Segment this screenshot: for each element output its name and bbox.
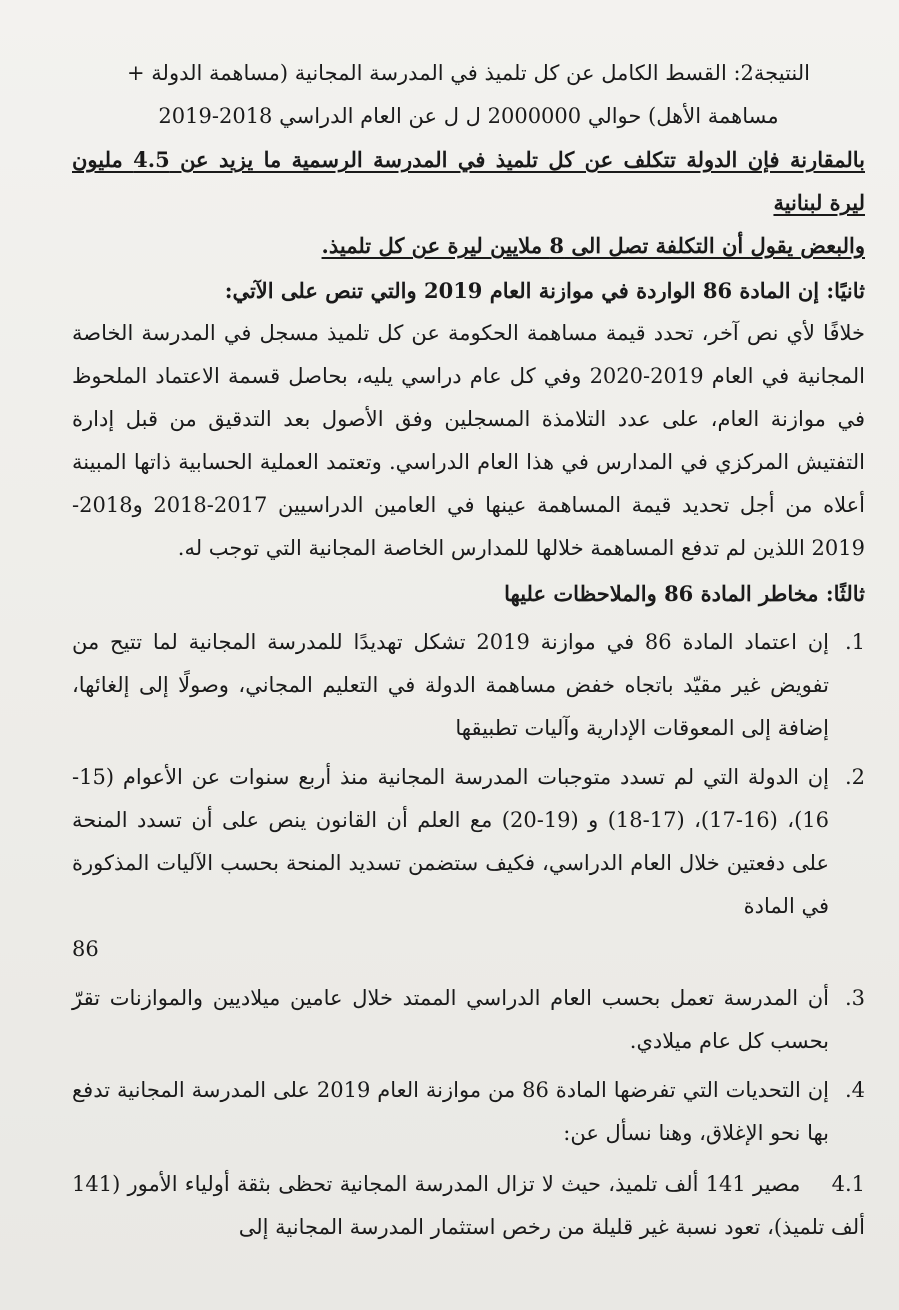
- list-item-text: إن التحديات التي تفرضها المادة 86 من موازنة العام 2019 على المدرسة المجانية تدفع بها نحو الإغلاق، وهنا نسأل عن:: [72, 1078, 829, 1145]
- risks-list: [72, 621, 865, 1155]
- list-item: [72, 1069, 865, 1155]
- sub-item-text: مصير 141 ألف تلميذ، حيث لا تزال المدرسة المجانية تحظى بثقة أولياء الأمور (141 ألف تلميذ)، تعود نسبة غير قليلة من رخص استثمار المدرسة المجانية إلى: [72, 1172, 865, 1239]
- section-three-heading: ثالثًا: مخاطر المادة 86 والملاحظات عليها: [504, 581, 865, 606]
- list-item-tail: 86: [72, 937, 99, 961]
- comparison-line-2: والبعض يقول أن التكلفة تصل الى 8 ملايين ليرة عن كل تلميذ.: [321, 233, 865, 258]
- list-item: [72, 621, 865, 750]
- list-item-number: 2.: [844, 765, 865, 789]
- list-item-text: إن اعتماد المادة 86 في موازنة 2019 تشكل تهديدًا للمدرسة المجانية لما تتيح من تفويض غير مقيّد باتجاه خفض مساهمة الدولة في التعليم المجاني، وصولًا إلى إلغائها، إضافة إلى المعوقات الإدارية وآليات تطبيقها: [72, 630, 829, 740]
- list-item: [72, 756, 865, 971]
- result-line-1: النتيجة2: القسط الكامل عن كل تلميذ في المدرسة المجانية (مساهمة الدولة +: [127, 61, 810, 85]
- list-item-number: 4.: [844, 1078, 865, 1102]
- comparison-line-1: بالمقارنة فإن الدولة تتكلف عن كل تلميذ في المدرسة الرسمية ما يزيد عن 4.5 مليون ليرة لبنانية: [72, 147, 865, 215]
- sub-item: [72, 1163, 865, 1249]
- section-two-body: خلافًا لأي نص آخر، تحدد قيمة مساهمة الحكومة عن كل تلميذ مسجل في المدرسة الخاصة المجانية في العام 2019-2020 وفي كل عام دراسي يليه، بحاصل قسمة الاعتماد الملحوظ في موازنة العام، على عدد التلامذة المسجلين وفق الأصول بعد التدقيق من قبل إدارة التفتيش المركزي في المدارس في هذا العام الدراسي. وتعتمد العملية الحسابية ذاتها المبينة أعلاه من أجل تحديد قيمة المساهمة عينها في العامين الدراسيين 2017-2018 و2018-2019 اللذين لم تدفع المساهمة خلالها للمدارس الخاصة المجانية التي توجب له.: [72, 321, 865, 560]
- list-item-text: إن الدولة التي لم تسدد متوجبات المدرسة المجانية منذ أربع سنوات عن الأعوام (15-16)، (16-17)، (17-18) و (19-20) مع العلم أن القانون ينص على أن تسدد المنحة على دفعتين خلال العام الدراسي، فكيف ستضمن تسديد المنحة بحسب الآليات المذكورة في المادة: [72, 765, 829, 918]
- sub-item-number: 4.1: [831, 1172, 865, 1196]
- list-item-number: 1.: [844, 630, 865, 654]
- list-item-number: 3.: [844, 986, 865, 1010]
- list-item: [72, 977, 865, 1063]
- list-item-text: أن المدرسة تعمل بحسب العام الدراسي الممتد خلال عامين ميلاديين والموازنات تقرّ بحسب كل عام ميلادي.: [72, 986, 829, 1053]
- section-two-heading: ثانيًا: إن المادة 86 الواردة في موازنة العام 2019 والتي تنص على الآتي:: [224, 278, 865, 303]
- result-line-2: مساهمة الأهل) حوالي 2000000 ل ل عن العام الدراسي 2018-2019: [158, 104, 779, 128]
